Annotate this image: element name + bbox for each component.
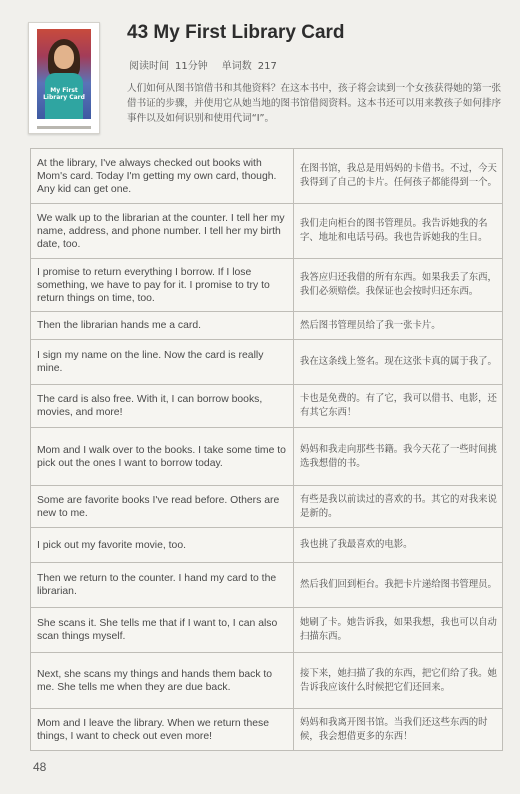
reading-time-label: 阅读时间 bbox=[129, 61, 169, 72]
cover-title-line1: My First bbox=[50, 87, 78, 94]
english-cell: Next, she scans my things and hands them back to me. She tells me when they are due back. bbox=[31, 653, 294, 709]
cover-title bbox=[37, 87, 91, 101]
word-count-value: 217 bbox=[257, 61, 277, 72]
chinese-cell: 我也挑了我最喜欢的电影。 bbox=[294, 528, 503, 563]
chinese-cell: 我答应归还我借的所有东西。如果我丢了东西，我们必须赔偿。我保证也会按时归还东西。 bbox=[294, 259, 503, 312]
chinese-cell: 妈妈和我离开图书馆。当我们还这些东西的时候，我会想借更多的东西！ bbox=[294, 709, 503, 751]
bilingual-table bbox=[30, 148, 503, 751]
english-cell: We walk up to the librarian at the counter. I tell her my name, address, and phone number. I tell her my birth date, too. bbox=[31, 204, 294, 259]
page-title: 43 My First Library Card bbox=[127, 22, 345, 43]
english-cell: Mom and I leave the library. When we return these things, I want to check out even more! bbox=[31, 709, 294, 751]
english-cell: The card is also free. With it, I can borrow books, movies, and more! bbox=[31, 385, 294, 428]
book-cover bbox=[28, 22, 100, 134]
english-cell: Mom and I walk over to the books. I take some time to pick out the ones I want to borrow today. bbox=[31, 428, 294, 486]
table-row bbox=[31, 563, 503, 608]
table-row bbox=[31, 312, 503, 340]
english-cell: Some are favorite books I've read before. Others are new to me. bbox=[31, 486, 294, 528]
chinese-cell: 接下来，她扫描了我的东西，把它们给了我。她告诉我应该什么时候把它们还回来。 bbox=[294, 653, 503, 709]
english-cell: I promise to return everything I borrow. If I lose something, we have to pay for it. I promise to try to return things on time, too. bbox=[31, 259, 294, 312]
chinese-cell: 她刷了卡。她告诉我，如果我想，我也可以自动扫描东西。 bbox=[294, 608, 503, 653]
table-row bbox=[31, 653, 503, 709]
chinese-cell: 卡也是免费的。有了它，我可以借书、电影，还有其它东西！ bbox=[294, 385, 503, 428]
page-number: 48 bbox=[33, 760, 47, 774]
cover-girl-face bbox=[54, 45, 74, 69]
table-row bbox=[31, 259, 503, 312]
intro-paragraph: 人们如何从图书馆借书和其他资料？在这本书中，孩子将会读到一个女孩获得她的第一张借书证的步骤，并使用它从她当地的图书馆借阅资料。这本书还可以用来教孩子如何排序事件以及如何识别和使用代词“I”。 bbox=[127, 83, 502, 124]
chinese-cell: 妈妈和我走向那些书籍。我今天花了一些时间挑选我想借的书。 bbox=[294, 428, 503, 486]
english-cell: She scans it. She tells me that if I want to, I can also scan things myself. bbox=[31, 608, 294, 653]
table-row bbox=[31, 340, 503, 385]
english-cell: Then the librarian hands me a card. bbox=[31, 312, 294, 340]
table-row bbox=[31, 608, 503, 653]
reading-meta bbox=[129, 57, 283, 72]
table-row bbox=[31, 528, 503, 563]
english-cell: I pick out my favorite movie, too. bbox=[31, 528, 294, 563]
chinese-cell: 在图书馆，我总是用妈妈的卡借书。不过，今天我得到了自己的卡片。任何孩子都能得到一个。 bbox=[294, 149, 503, 204]
chinese-cell: 我在这条线上签名。现在这张卡真的属于我了。 bbox=[294, 340, 503, 385]
table-row bbox=[31, 486, 503, 528]
word-count-label: 单词数 bbox=[221, 61, 252, 72]
english-cell: At the library, I've always checked out books with Mom's card. Today I'm getting my own card, though. Any kid can get one. bbox=[31, 149, 294, 204]
reading-time-value: 11分钟 bbox=[175, 61, 208, 72]
english-cell: Then we return to the counter. I hand my card to the librarian. bbox=[31, 563, 294, 608]
chinese-cell: 有些是我以前读过的喜欢的书。其它的对我来说是新的。 bbox=[294, 486, 503, 528]
chinese-cell: 我们走向柜台的图书管理员。我告诉她我的名字、地址和电话号码。我也告诉她我的生日。 bbox=[294, 204, 503, 259]
chinese-cell: 然后我们回到柜台。我把卡片递给图书管理员。 bbox=[294, 563, 503, 608]
table-row bbox=[31, 428, 503, 486]
table-row bbox=[31, 709, 503, 751]
cover-illustration bbox=[37, 29, 91, 119]
table-row bbox=[31, 204, 503, 259]
chinese-cell: 然后图书管理员给了我一张卡片。 bbox=[294, 312, 503, 340]
english-cell: I sign my name on the line. Now the card is really mine. bbox=[31, 340, 294, 385]
table-row bbox=[31, 149, 503, 204]
cover-title-line2: Library Card bbox=[43, 94, 85, 101]
cover-footer-strip bbox=[37, 126, 91, 129]
table-row bbox=[31, 385, 503, 428]
